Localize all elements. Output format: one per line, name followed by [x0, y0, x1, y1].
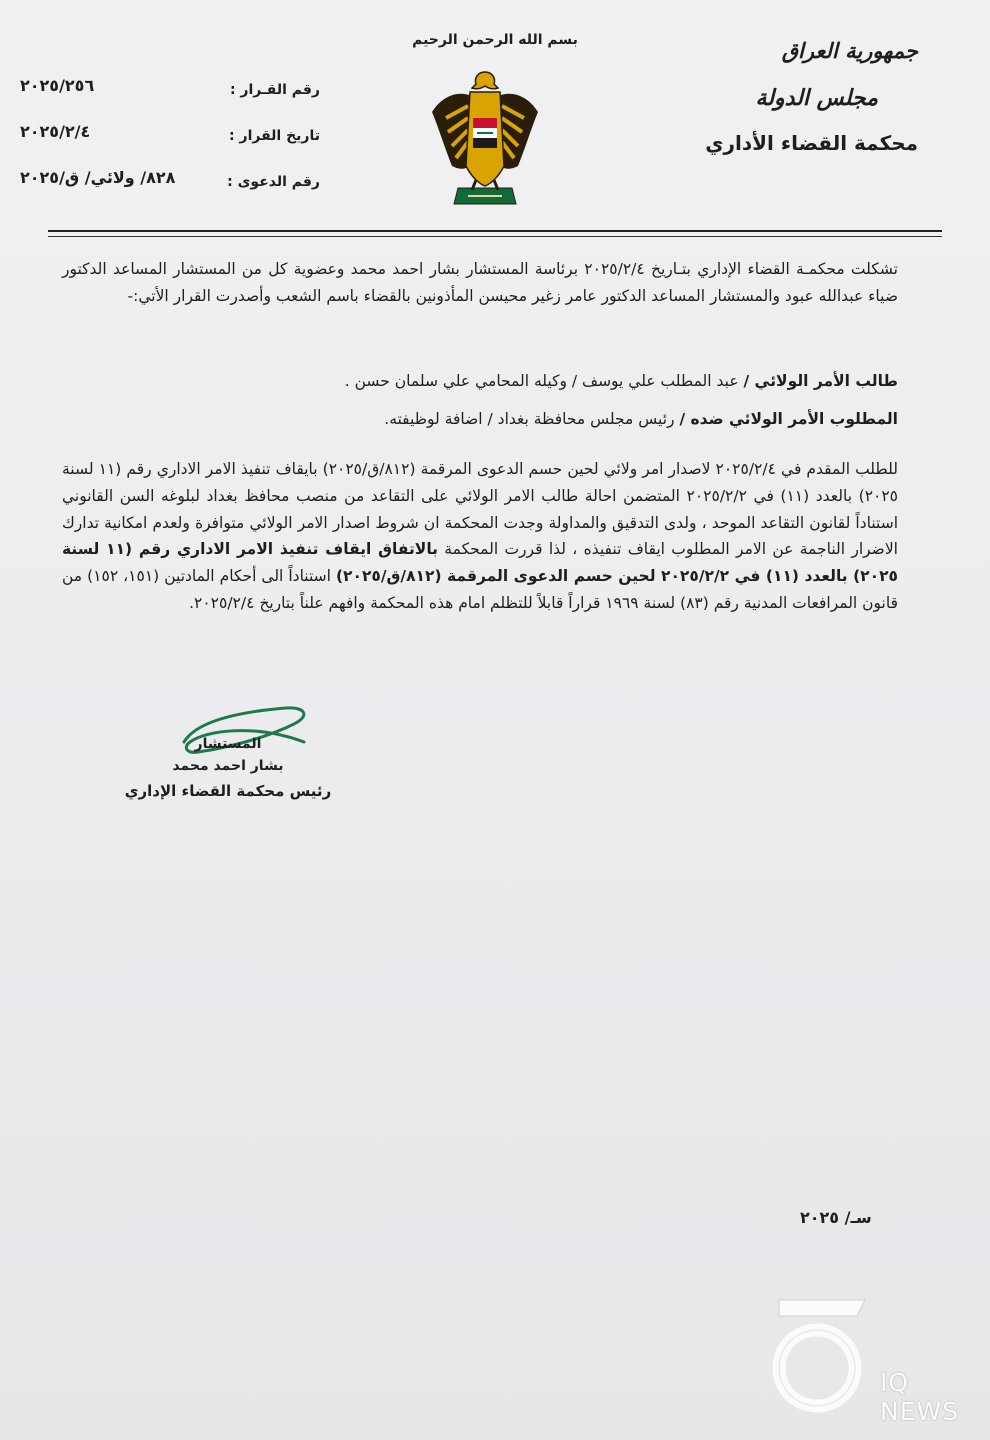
institution-header	[688, 38, 918, 155]
watermark-text: IQ NEWS	[880, 1368, 960, 1426]
meta-label: تاريخ القرار :	[229, 128, 320, 144]
respondent-text: رئيس مجلس محافظة بغداد / اضافة لوظيفته.	[384, 410, 680, 428]
signature-title: المستشار	[194, 736, 262, 752]
decision-text-2: استناداً الى أحكام المادتين (١٥١، ١٥٢) من قانون المرافعات المدنية رقم (٨٣) لسنة ١٩٦٩ قراراً قابلاً للتظلم امام هذه المحكمة وافهم علناً بتاريخ ٢٠٢٥/٢/٤.	[62, 567, 898, 612]
meta-value: ٢٠٢٥/٢/٤	[20, 122, 91, 141]
respondent-label: المطلوب الأمر الولائي ضده /	[679, 410, 898, 428]
decision-meta	[20, 74, 320, 212]
decision-text-1: للطلب المقدم في ٢٠٢٥/٢/٤ لاصدار امر ولائي لحين حسم الدعوى المرقمة (٨١٢/ق/٢٠٢٥) بايقاف تنفيذ الامر الاداري رقم (١١ لسنة ٢٠٢٥) بالعدد (١١) في ٢٠٢٥/٢/٢ المتضمن احالة طالب الامر الولائي على التقاعد من منصب محافظ بغداد لبلوغه السن القانوني استناداً لقانون التقاعد الموحد ، ولدى التدقيق والمداولة وجدت المحكمة ان شروط اصدار الامر الولائي متوافرة ولعدم امكانية تدارك الاضرار الناجمة عن الامر المطلوب ايقاف تنفيذه ، لذا قررت المحكمة	[62, 460, 898, 559]
iq-news-logo-icon	[765, 1290, 875, 1420]
meta-row-decision-number	[20, 74, 320, 120]
decision-ruling: بالاتفاق ايقاف تنفيذ الامر الاداري رقم (١١ لسنة ٢٠٢٥) بالعدد (١١) في ٢٠٢٥/٢/٢ لحين حسم الدعوى المرقمة (٨١٢/ق/٢٠٢٥)	[62, 540, 898, 586]
court-formation-paragraph: تشكلت محكمـة القضاء الإداري بتـاريخ ٢٠٢٥/٢/٤ برئاسة المستشار بشار احمد محمد وعضوية كل من المستشار المساعد الدكتور ضياء عبدالله عبود والمستشار المساعد الدكتور عامر زغير محيسن المأذونين بالقضاء باسم الشعب وأصدرت القرار الأتي:-	[62, 260, 898, 305]
petitioner-text: عبد المطلب علي يوسف / وكيله المحامي علي سلمان حسن .	[344, 372, 744, 390]
petitioner-line	[62, 372, 898, 390]
petitioner-label: طالب الأمر الولائي /	[743, 372, 898, 390]
meta-value: ٨٢٨/ ولائي/ ق/٢٠٢٥	[20, 168, 176, 187]
signature-block	[108, 702, 348, 800]
signature-role: رئيس محكمة القضاء الإداري	[124, 782, 332, 800]
council-title: مجلس الدولة	[755, 85, 878, 111]
meta-label: رقم الدعوى :	[227, 174, 320, 190]
court-title: محكمة القضاء الأداري	[705, 131, 918, 155]
meta-row-decision-date	[20, 120, 320, 166]
meta-label: رقم القـرار :	[229, 82, 320, 98]
basmala: بسم الله الرحمن الرحيم	[412, 32, 578, 48]
signature-name: بشار احمد محمد	[172, 758, 284, 774]
meta-value: ٢٠٢٥/٢٥٦	[20, 76, 95, 95]
header-divider-thin	[48, 236, 942, 237]
decision-paragraph	[62, 456, 898, 617]
footer-number: سـ/ ٢٠٢٥	[800, 1208, 872, 1227]
respondent-line	[62, 410, 898, 428]
iraq-eagle-emblem	[428, 66, 542, 216]
republic-title: جمهورية العراق	[781, 38, 918, 63]
header-divider	[48, 230, 942, 232]
meta-row-case-number	[20, 166, 320, 212]
